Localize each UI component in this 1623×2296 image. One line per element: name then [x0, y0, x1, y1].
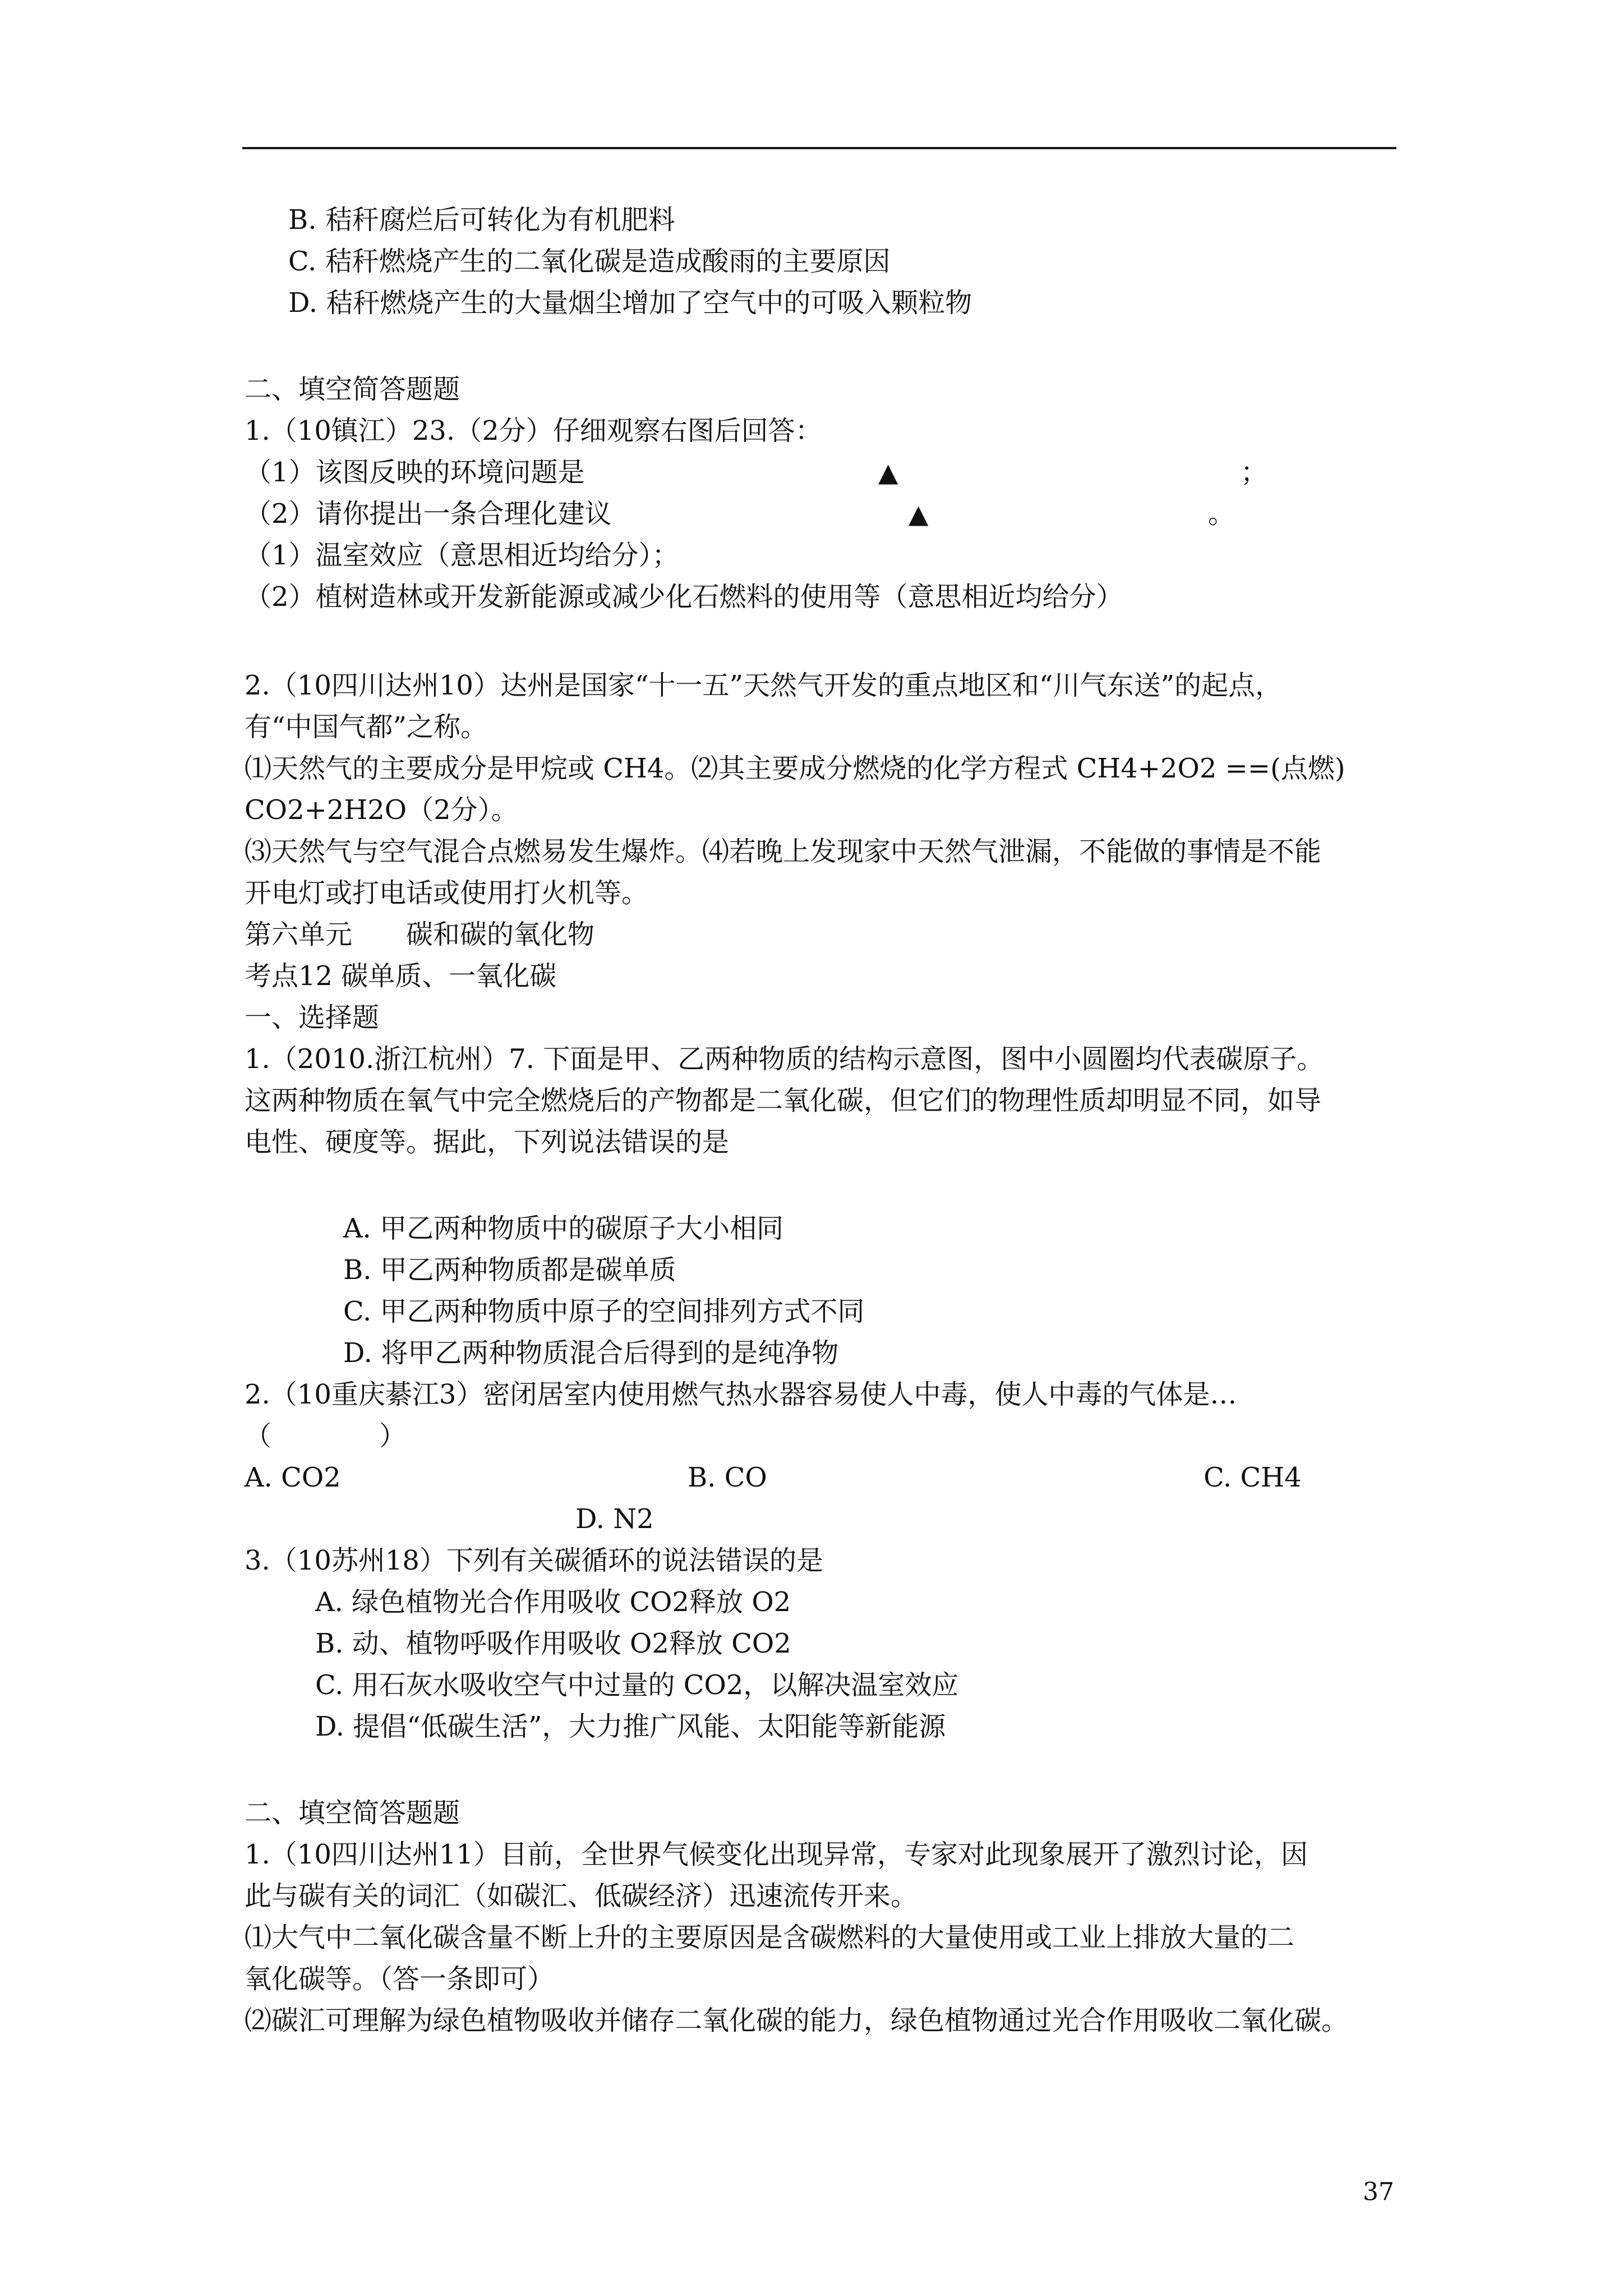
section-heading: 二、填空简答题题: [245, 374, 460, 405]
option-d: D. 秸秆燃烧产生的大量烟尘增加了空气中的可吸入颗粒物: [288, 287, 972, 319]
unit-heading: 第六单元 碳和碳的氧化物: [245, 919, 595, 950]
answer-line: ⑴天然气的主要成分是甲烷或 CH4。⑵其主要成分燃烧的化学方程式 CH4+2O2 ==(点燃): [245, 753, 1345, 784]
option-d: D. 提倡“低碳生活”，大力推广风能、太阳能等新能源: [315, 1711, 946, 1742]
option-c: C. 秸秆燃烧产生的二氧化碳是造成酸雨的主要原因: [288, 246, 891, 277]
punctuation: 。: [1208, 498, 1235, 530]
option-d: D. N2: [575, 1503, 654, 1535]
option-c: C. 用石灰水吸收空气中过量的 CO2，以解决温室效应: [315, 1669, 959, 1701]
blank-marker: ▲: [909, 499, 929, 529]
answer-line: ⑴大气中二氧化碳含量不断上升的主要原因是含碳燃料的大量使用或工业上排放大量的二: [245, 1922, 1295, 1953]
header-rule: [242, 147, 1396, 149]
answer-line: 开电灯或打电话或使用打火机等。: [245, 877, 649, 909]
option-a: A. CO2: [245, 1462, 341, 1493]
blank-marker: ▲: [878, 457, 898, 487]
answer-line: 氧化碳等。（答一条即可）: [245, 1963, 555, 1995]
option-b: B. CO: [688, 1462, 767, 1493]
question-line: 2.（10重庆綦江3）密闭居室内使用燃气热水器容易使人中毒，使人中毒的气体是…: [245, 1379, 1237, 1410]
option-a: A. 甲乙两种物质中的碳原子大小相同: [343, 1213, 784, 1244]
question-line: 电性、硬度等。据此，下列说法错误的是: [245, 1126, 730, 1158]
option-b: B. 秸秆腐烂后可转化为有机肥料: [288, 204, 675, 236]
question-line: 1.（10四川达州11）目前，全世界气候变化出现异常，专家对此现象展开了激烈讨论，因: [245, 1839, 1308, 1870]
answer-line: CO2+2H2O（2分）。: [245, 794, 518, 826]
option-c: C. 甲乙两种物质中原子的空间排列方式不同: [343, 1296, 865, 1327]
question-line: 2.（10四川达州10）达州是国家“十一五”天然气开发的重点地区和“川气东送”的起点，: [245, 670, 1283, 701]
answer-line: （1）温室效应（意思相近均给分）；: [245, 540, 679, 571]
section-heading: 二、填空简答题题: [245, 1797, 460, 1829]
question-line: 这两种物质在氧气中完全燃烧后的产物都是二氧化碳，但它们的物理性质却明显不同，如导: [245, 1085, 1322, 1116]
question-line: （2）请你提出一条合理化建议: [245, 498, 612, 530]
page-number: 37: [1363, 2178, 1394, 2206]
question-line: 此与碳有关的词汇（如碳汇、低碳经济）迅速流传开来。: [245, 1880, 918, 1912]
option-c: C. CH4: [1204, 1462, 1302, 1493]
punctuation: ；: [1241, 457, 1268, 488]
question-line: 1.（10镇江）23.（2分）仔细观察右图后回答：: [245, 415, 822, 447]
option-b: B. 甲乙两种物质都是碳单质: [343, 1254, 676, 1286]
question-line: 3.（10苏州18）下列有关碳循环的说法错误的是: [245, 1545, 823, 1576]
answer-line: ⑵碳汇可理解为绿色植物吸收并储存二氧化碳的能力，绿色植物通过光合作用吸收二氧化碳。: [245, 2005, 1349, 2036]
answer-bracket: （ ）: [245, 1420, 407, 1452]
option-b: B. 动、植物呼吸作用吸收 O2释放 CO2: [315, 1628, 791, 1659]
question-line: 1.（2010.浙江杭州）7. 下面是甲、乙两种物质的结构示意图，图中小圆圈均代表碳原子。: [245, 1043, 1324, 1075]
topic-heading: 考点12 碳单质、一氧化碳: [245, 960, 557, 992]
option-a: A. 绿色植物光合作用吸收 CO2释放 O2: [315, 1586, 791, 1618]
question-line: （1）该图反映的环境问题是: [245, 457, 585, 488]
question-line: 有“中国气都”之称。: [245, 711, 488, 743]
answer-line: （2）植树造林或开发新能源或减少化石燃料的使用等（意思相近均给分）: [245, 581, 1123, 613]
section-heading: 一、选择题: [245, 1002, 380, 1033]
option-d: D. 将甲乙两种物质混合后得到的是纯净物: [343, 1337, 839, 1369]
answer-line: ⑶天然气与空气混合点燃易发生爆炸。⑷若晚上发现家中天然气泄漏，不能做的事情是不能: [245, 836, 1322, 867]
